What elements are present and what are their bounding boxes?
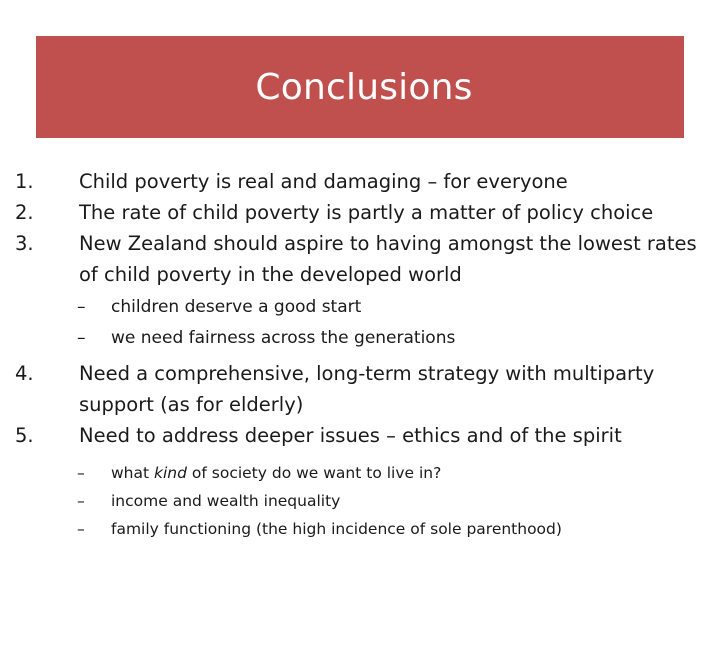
item-number: 4. <box>15 362 34 385</box>
list-item-4 <box>0 358 720 420</box>
item-number: 5. <box>15 424 34 447</box>
item-text: Need to address deeper issues – ethics and of the spirit <box>79 424 622 447</box>
slide-title: Conclusions <box>255 66 473 108</box>
list-item-2 <box>0 197 720 228</box>
sub-item <box>0 292 720 323</box>
sub-item <box>0 515 720 543</box>
item-text: Child poverty is real and damaging – for everyone <box>79 170 568 193</box>
sub-item-text: income and wealth inequality <box>111 492 341 510</box>
dash-bullet: – <box>77 492 85 510</box>
item-number: 2. <box>15 201 34 224</box>
sub-list-5 <box>0 459 720 543</box>
item-text-line: New Zealand should aspire to having amongst the lowest rates <box>79 232 697 255</box>
list-item-3 <box>0 228 720 290</box>
sub-item-text-post: of society do we want to live in? <box>186 464 442 482</box>
sub-item <box>0 487 720 515</box>
list-item-5 <box>0 420 720 451</box>
sub-item-text: we need fairness across the generations <box>111 328 456 348</box>
sub-item-emphasis: kind <box>154 464 187 482</box>
item-text-line: Need a comprehensive, long-term strategy with multiparty <box>79 362 655 385</box>
list-item-1 <box>0 166 720 197</box>
sub-list-3 <box>0 292 720 354</box>
title-banner <box>36 36 684 138</box>
item-number: 1. <box>15 170 34 193</box>
sub-item <box>0 459 720 487</box>
dash-bullet: – <box>77 464 85 482</box>
dash-bullet: – <box>77 297 86 317</box>
dash-bullet: – <box>77 520 85 538</box>
item-number: 3. <box>15 232 34 255</box>
sub-item-text: family functioning (the high incidence of sole parenthood) <box>111 520 562 538</box>
sub-item-text: children deserve a good start <box>111 297 362 317</box>
dash-bullet: – <box>77 328 86 348</box>
sub-item-text-pre: what <box>111 464 155 482</box>
item-text-line: of child poverty in the developed world <box>79 263 462 286</box>
conclusions-list <box>0 166 720 547</box>
item-text-line: support (as for elderly) <box>79 393 304 416</box>
item-text: The rate of child poverty is partly a matter of policy choice <box>79 201 654 224</box>
sub-item <box>0 323 720 354</box>
